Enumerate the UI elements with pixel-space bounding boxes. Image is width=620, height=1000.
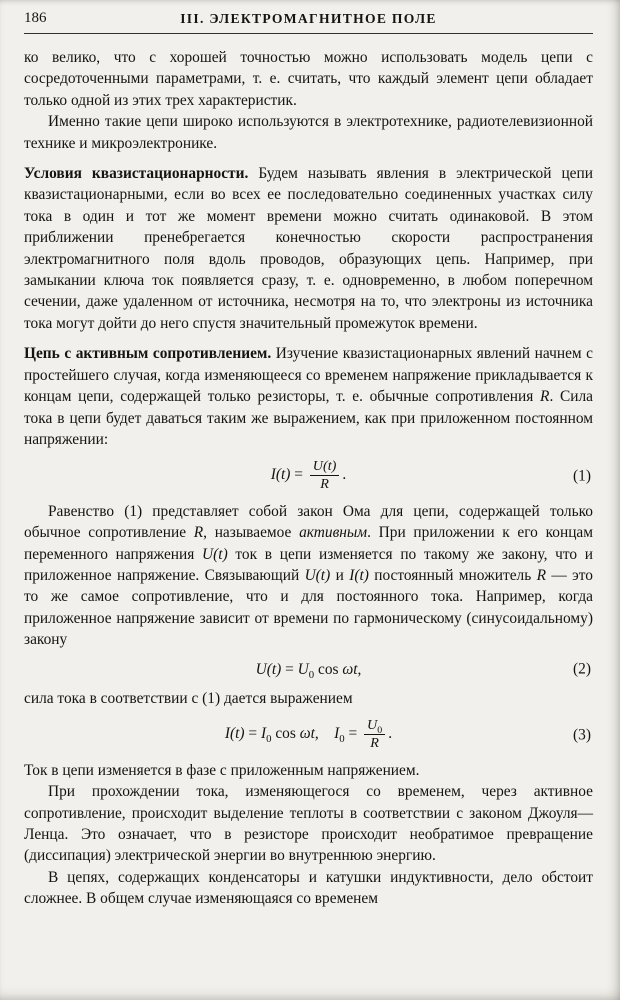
paragraph: сила тока в соответствии с (1) дается выражением <box>24 690 353 707</box>
page-body <box>24 47 593 910</box>
running-title: III. ЭЛЕКТРОМАГНИТНОЕ ПОЛЕ <box>180 11 437 26</box>
section-active-resistance-circuit: Цепь с активным сопротивлением. Изучение квазистационарных явлений начнем с простейшего случая, когда изменяющееся со временем напряжение прикладывается к концам цепи, содержащей только резисторы, т. е. обычные сопротивления R. Сила тока в цепи будет даваться таким же выражением, как при приложенном постоянном напряжении: <box>24 345 594 448</box>
paragraph: При прохождении тока, изменяющегося со временем, через активное сопротивление, происходит выделение теплоты в соответствии с законом Джоуля—Ленца. Это означает, что в резисторе происходит необратимое превращение (диссипация) электрической энергии во внутреннюю энергию. <box>24 783 593 865</box>
paragraph: Равенство (1) представляет собой закон Ома для цепи, содержащей только обычное сопротивление R, называемое активным. При приложении к его концам переменного напряжения U(t) ток в цепи изменяется по такому же закону, что и приложенное напряжение. Связывающий U(t) и I(t) постоянный множитель R — это то же самое сопротивление, что и для постоянного тока. Например, когда приложенное напряжение зависит от времени по гармоническому (синусоидальному) закону <box>24 502 594 649</box>
equation-2 <box>24 659 593 680</box>
section-quasistationary-conditions: Условия квазистационарности. Будем называть явления в электрической цепи квазистационарными, если во всех ее последовательно соединенных участках силу тока в один и тот же момент времени можно считать одинаковой. В этом приближении пренебрегается конечностью скорости распространения электромагнитного поля вдоль проводов, образующих цепь. Например, при замыкании ключа ток появляется сразу, т. е. одновременно, в любом поперечном сечении, даже удаленном от источника, несмотря на то, что электроны из источника тока могут дойти до него спустя значительный промежуток времени. <box>24 165 593 332</box>
page-number: 186 <box>24 10 47 26</box>
equation-3-body: $I(t) = I_0$ cos ωt, $I_0$ = $\frac{U_0}{R}$ . <box>224 717 393 752</box>
equation-2-number: (2) <box>573 660 591 678</box>
equation-3-number: (3) <box>573 725 591 743</box>
equation-1-number: (1) <box>573 466 591 484</box>
equation-1-body: I(t) = $\frac{U(t)}{R}$ . <box>270 458 347 493</box>
equation-2-body: $U(t) = U_0$ cos ωt, <box>255 660 362 681</box>
paragraph: Именно такие цепи широко используются в электротехнике, радиотелевизионной технике и микроэлектронике. <box>24 113 593 152</box>
equation-3 <box>24 717 593 751</box>
paragraph: Ток в цепи изменяется в фазе с приложенным напряжением. <box>24 761 420 779</box>
page-header <box>24 10 593 32</box>
header-rule <box>24 33 593 34</box>
paragraph: В цепях, содержащих конденсаторы и катушки индуктивности, дело обстоит сложнее. В общем случае изменяющаяся со временем <box>24 868 593 908</box>
equation-1 <box>24 458 593 492</box>
paragraph-continuation: ко велико, что с хорошей точностью можно использовать модель цепи с сосредоточенными параметрами, т. е. считать, что каждый элемент цепи обладает только одной из этих трех характеристик. <box>24 49 593 109</box>
